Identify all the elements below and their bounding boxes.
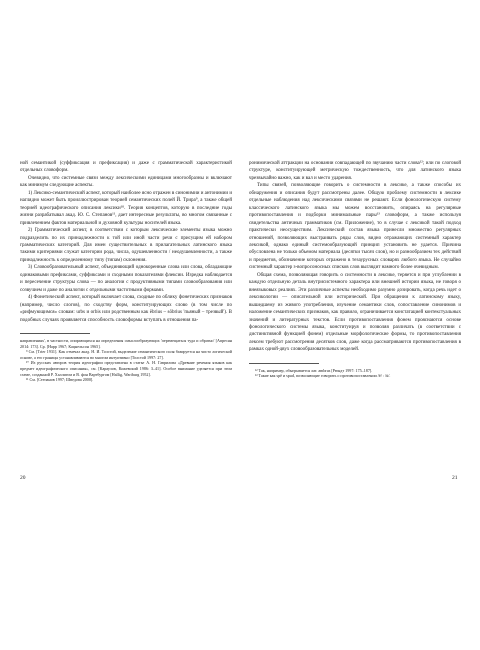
footnote-rule <box>20 333 90 334</box>
right-paragraph: ронимической аттракции на основании совпадающей по звучанию части слова¹²; или по слоговой структуре, конституирующей метрическую тождественность, что для латинского языка чрезвычайно важно, как и вал и место ударения. <box>249 161 461 181</box>
footnote: ⁹ См. [Trier 1931]. Как отмечал акад. Н. И. Толстой, выделение семантического поля базируется на чисто логической основе, а его границы устанавливаются во многом интуитивно [Толстой 1997: 27]. <box>20 349 232 360</box>
left-paragraph: Очевидно, что системные связи между лексическими единицами многообразны и включают как минимум следующие аспекты. <box>20 175 232 189</box>
left-body-text <box>20 160 232 324</box>
page-number-left: 20 <box>20 475 26 481</box>
right-paragraph: Общая схема, позволяющая говорить о системности в лексике, теряется и при углублении в каждую отдельную деталь внутрисистемного характера или внешней истории языка, не говоря о внеязыковых реалиях. Эти различные аспекты необходимо разумно дозировать, когда речь идет о лексикологии — описательной или исторической. При обращении к латинскому языку, вышедшему из живого употребления, изучение семантики слов, сопоставление синонимов и наложение семантических признаков, как правило, ограничивается констатацией контекстуальных значений и литературных текстов. Если противопоставления фонем прояснаются основе фонологического системы языка, конституируя и позволяя различать (в соответствии с дистинктивной функцией фонем) отдельные морфологические формы, то противопоставления лексем требуют рассмотрения десятков слов, даже когда рассматриваются противопоставления в рамках одной-двух словообразовательных моделей. <box>249 272 461 353</box>
left-paragraph: 4) Фонетический аспект, который включает слова, сходные по облику фонетических признаков (например, число слогов), по сходству форм, конституирующих слово (в том числе по «рифмующимся» словам: urbs и orbis или родственным как ēbrius – sōbrius 'пьяный – трезвый'). В подобных случаях проявляется способность словоформы вступать в отношения па- <box>20 295 232 323</box>
footnote: ¹² Так, например, обыгрывается лат. ambrus [Рюндт 1997: 175–187]. <box>255 367 373 373</box>
right-body-text <box>249 160 461 354</box>
right-footnotes <box>249 368 461 379</box>
right-paragraph: Типы связей, позволяющие говорить о системности в лексике, а также способы их обнаружения и описания будут рассмотрены далее. Общую проблему системности в лексике отдельные наблюдения над лексическими связями не решают. Если фонологическую систему классического латинского языка мы можем восстановить, опираясь на регулярные противопоставления и подборки минимальные пары¹³ словоформ, а также используя свидетельства античных грамматиков (см. Приложение), то в случае с лексикой такой подход практически неосуществим. Лексический состав языка принесли множество регулярных отношений, позволяющих выстраивать ряды слов, видно отражающих системный характер лексикой, однако единый системообразующий принцип установить не удается. Причина обусловлена не только объемом материала (десятки тысяч слов), но и разнообразием тех действий и предметов, обозначение которых отражено в тезаурусных словарях любого языка. Не случайно системный характер з-вопросоносных списков слов выглядит намного более очевидным. <box>249 183 461 271</box>
footnote: ¹³ Такие как spē и spud, позволяющие говорить о противопоставлении /ē/ : /ŭ/. <box>255 373 391 379</box>
footnote: ¹¹ См. [Степанов 1997; Шведова 2000]. <box>26 377 94 383</box>
left-paragraph: 1) Лексико-семантический аспект, который наиболее ясно отражен в синонимии и антонимии и наглядно может быть проиллюстрирован теорией семантических полей Й. Трира⁹, а также общей теорией идеографического описания лексики¹⁰. Теория концептов, которую в последние годы жизни разрабатывал акад. Ю. С. Степанов¹¹, дает интересные результаты, во многом связанные с привлечением фактов материальной и духовной культуры носителей языка. <box>20 190 232 226</box>
left-page <box>20 160 232 383</box>
left-paragraph: 3) Словообразовательный аспект, объединяющий однокоренные слова или слова, обладающие одинаковыми префиксами, суффиксами и сходными показателями флексии. Изредка наблюдается и пересечение структуры слова — по аналогии с продуктивными типами словообразования или созвучием и даже по аналогии с отдельными частотными формами. <box>20 265 232 293</box>
footnote: ¹⁰ Из русских авторов теория идеографии представлена в статье А. Н. Гаврилова «Древние речения языков как предмет идеографического описания», см. [Караулов, Кожевский 1986: 3–41]. Особое внимание уделяется при этом схеме, созданной Р. Халлигом и В. фон Вартбургом [Hallig, Wartburg 1952]. <box>20 360 232 377</box>
left-paragraph: ной семантикой (суффиксация и префиксация) и даже с грамматической характеристикой отдельных словоформ. <box>20 161 232 174</box>
right-page <box>249 160 461 379</box>
left-footnotes <box>20 338 232 383</box>
left-paragraph: 2) Грамматический аспект, в соответствии с которым лексические элементы языка можно подразделить по их принадлежности к той или иной части речи с присущим ей набором грамматических категорий. Для имен существительных в прилагательных латинского языка такими критериями служат категории рода, числа, одушевленности / неодушевленности, а также принадлежность к определенному типу (типам) склонения. <box>20 228 232 263</box>
footnote: направлениях', в частности, опирающихся на определения смыслообразующих 'перемещаться туда и обратно' [Апресян 2014: 173]. Ср. [Нарр 1967; Кацнельсон 1965]. <box>20 337 232 349</box>
footnote-rule <box>249 363 319 364</box>
page-number-right: 21 <box>452 475 458 481</box>
